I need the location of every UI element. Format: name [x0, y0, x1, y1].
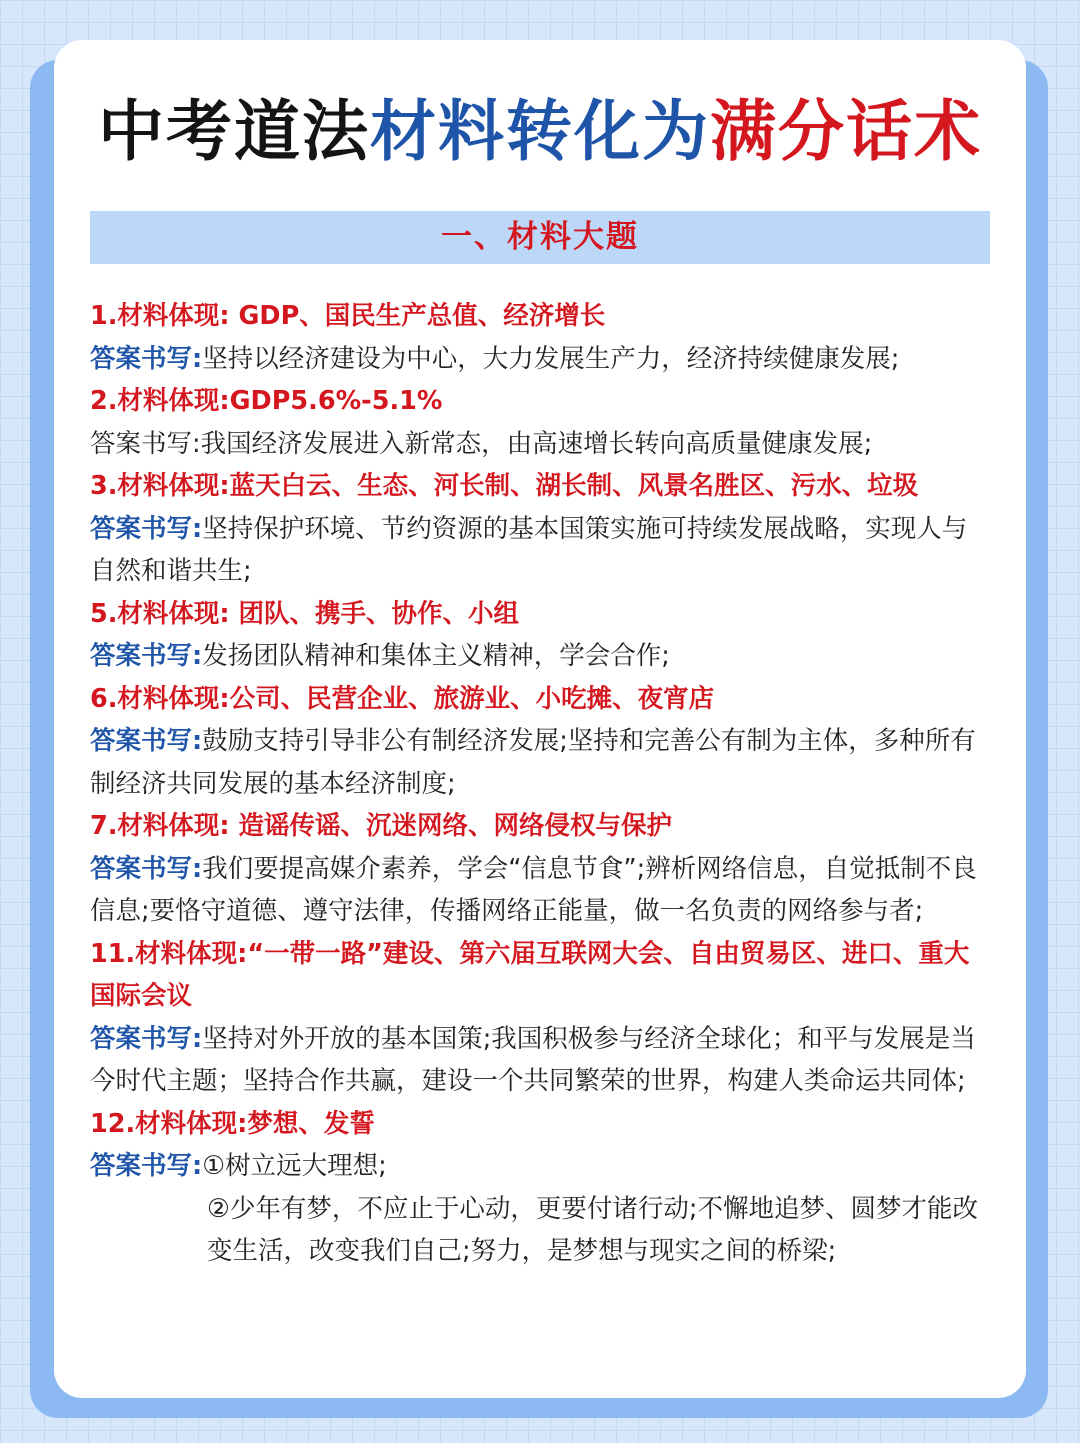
item-answer — [90, 338, 990, 381]
answer-text: 我国经济发展进入新常态，由高速增长转向高质量健康发展; — [200, 428, 873, 459]
item-heading: 6.材料体现:公司、民营企业、旅游业、小吃摊、夜宵店 — [90, 683, 715, 714]
section-banner: 一、材料大题 — [90, 211, 990, 264]
item-answer — [90, 423, 990, 466]
answer-text: 鼓励支持引导非公有制经济发展;坚持和完善公有制为主体，多种所有制经济共同发展的基本经济制度; — [90, 726, 976, 799]
answer-label: 答案书写: — [90, 428, 201, 459]
list-item — [90, 678, 990, 806]
item-answer — [90, 720, 990, 805]
list-item — [90, 593, 990, 678]
list-item — [90, 295, 990, 380]
answer-text-continued: ②少年有梦，不应止于心动，更要付诸行动;不懈地追梦、圆梦才能改变生活，改变我们自己;努力，是梦想与现实之间的桥梁; — [207, 1193, 978, 1266]
list-item — [90, 933, 990, 1103]
list-item — [90, 380, 990, 465]
list-item — [90, 465, 990, 593]
list-item — [90, 1103, 990, 1273]
item-heading: 3.材料体现:蓝天白云、生态、河长制、湖长制、风景名胜区、污水、垃圾 — [90, 471, 919, 501]
content-list — [90, 295, 990, 1273]
item-heading: 12.材料体现:梦想、发誓 — [90, 1108, 375, 1139]
title-part-1: 中考道法 — [98, 93, 370, 170]
page-title — [0, 92, 1080, 172]
item-heading: 5.材料体现: 团队、携手、协作、小组 — [90, 598, 520, 629]
list-item — [90, 805, 990, 933]
answer-text: 坚持对外开放的基本国策;我国积极参与经济全球化；和平与发展是当今时代主题；坚持合作共赢，建设一个共同繁荣的世界，构建人类命运共同体; — [90, 1023, 976, 1096]
item-answer — [90, 1018, 990, 1103]
answer-text: 坚持以经济建设为中心，大力发展生产力，经济持续健康发展; — [202, 343, 900, 374]
item-heading: 7.材料体现: 造谣传谣、沉迷网络、网络侵权与保护 — [90, 811, 673, 841]
item-answer — [90, 1145, 990, 1188]
answer-text: 坚持保护环境、节约资源的基本国策实施可持续发展战略，实现人与自然和谐共生; — [90, 513, 968, 586]
answer-label: 答案书写: — [90, 1023, 203, 1054]
answer-label: 答案书写: — [90, 641, 203, 671]
item-heading: 2.材料体现:GDP5.6%-5.1% — [90, 386, 443, 416]
answer-label: 答案书写: — [90, 726, 203, 756]
item-answer — [90, 635, 990, 678]
item-heading: 11.材料体现:“一带一路”建设、第六届互联网大会、自由贸易区、进口、重大国际会议 — [90, 938, 970, 1011]
item-heading: 1.材料体现: GDP、国民生产总值、经济增长 — [90, 301, 606, 331]
answer-label: 答案书写: — [90, 1151, 203, 1181]
answer-label: 答案书写: — [90, 343, 203, 374]
answer-text: ①树立远大理想; — [202, 1151, 387, 1181]
answer-text: 发扬团队精神和集体主义精神，学会合作; — [202, 641, 670, 671]
item-answer-continued — [90, 1188, 990, 1273]
item-answer — [90, 508, 990, 593]
item-answer — [90, 848, 990, 933]
title-part-2: 材料转化为 — [370, 93, 710, 170]
answer-label: 答案书写: — [90, 513, 203, 544]
title-part-3: 满分话术 — [710, 93, 982, 170]
answer-text: 我们要提高媒介素养，学会“信息节食”;辨析网络信息，自觉抵制不良信息;要恪守道德、遵守法律，传播网络正能量，做一名负责的网络参与者; — [90, 853, 977, 926]
answer-label: 答案书写: — [90, 853, 203, 884]
